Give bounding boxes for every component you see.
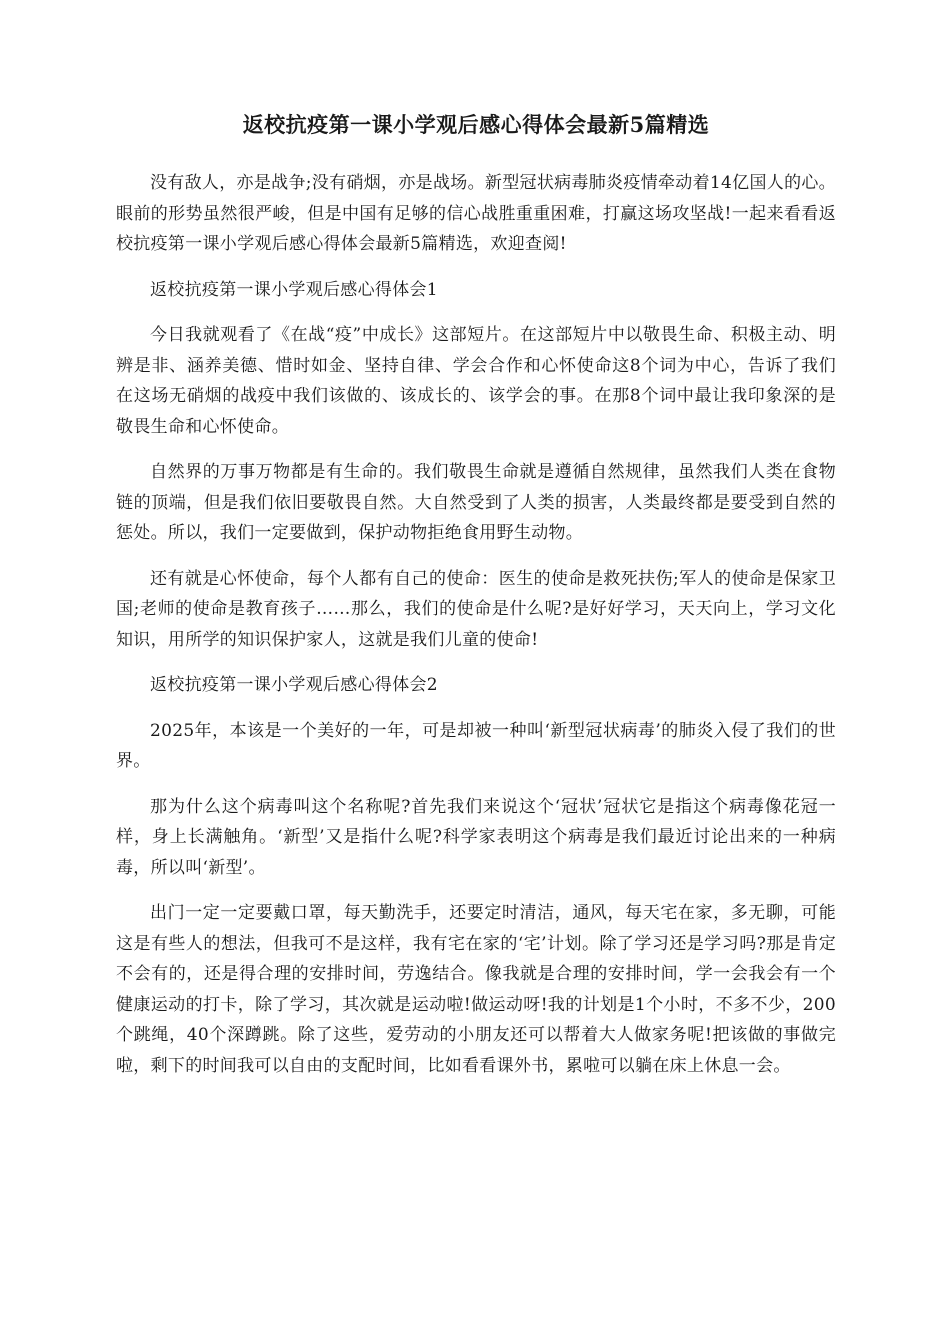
intro-paragraph: 没有敌人，亦是战争;没有硝烟，亦是战场。新型冠状病毒肺炎疫情牵动着14亿国人的心。眼前的形势虽然很严峻，但是中国有足够的信心战胜重重困难，打赢这场攻坚战!一起来看看返校抗疫第一课小学观后感心得体会最新5篇精选，欢迎查阅! — [116, 173, 836, 254]
section-1-heading: 返校抗疫第一课小学观后感心得体会1 — [150, 279, 438, 300]
document-title: 返校抗疫第一课小学观后感心得体会最新5篇精选 — [242, 112, 710, 137]
section-1-paragraph-2: 自然界的万事万物都是有生命的。我们敬畏生命就是遵循自然规律，虽然我们人类在食物链的顶端，但是我们依旧要敬畏自然。大自然受到了人类的损害，人类最终都是要受到自然的惩处。所以，我们一定要做到，保护动物拒绝食用野生动物。 — [116, 462, 836, 543]
section-1-paragraph-1: 今日我就观看了《在战“疫”中成长》这部短片。在这部短片中以敬畏生命、积极主动、明辨是非、涵养美德、惜时如金、坚持自律、学会合作和心怀使命这8个词为中心，告诉了我们在这场无硝烟的战疫中我们该做的、该成长的、该学会的事。在那8个词中最让我印象深的是敬畏生命和心怀使命。 — [116, 325, 836, 437]
section-1-paragraph-3: 还有就是心怀使命，每个人都有自己的使命：医生的使命是救死扶伤;军人的使命是保家卫国;老师的使命是教育孩子……那么，我们的使命是什么呢?是好好学习，天天向上，学习文化知识，用所学的知识保护家人，这就是我们儿童的使命! — [116, 568, 836, 650]
document-page — [116, 108, 836, 1096]
section-2-paragraph-2: 那为什么这个病毒叫这个名称呢?首先我们来说这个‘冠状’冠状它是指这个病毒像花冠一样，身上长满触角。‘新型’又是指什么呢?科学家表明这个病毒是我们最近讨论出来的一种病毒，所以叫‘新型’。 — [116, 796, 836, 878]
section-2-paragraph-1: 2025年，本该是一个美好的一年，可是却被一种叫‘新型冠状病毒’的肺炎入侵了我们的世界。 — [116, 720, 836, 771]
section-2-heading: 返校抗疫第一课小学观后感心得体会2 — [150, 675, 438, 695]
section-2-paragraph-3: 出门一定一定要戴口罩，每天勤洗手，还要定时清洁，通风，每天宅在家，多无聊，可能这是有些人的想法，但我可不是这样，我有宅在家的‘宅’计划。除了学习还是学习吗?那是肯定不会有的，还是得合理的安排时间，劳逸结合。像我就是合理的安排时间，学一会我会有一个健康运动的打卡，除了学习，其次就是运动啦!做运动呀!我的计划是1个小时，不多不少，200个跳绳，40个深蹲跳。除了这些，爱劳动的小朋友还可以帮着大人做家务呢!把该做的事做完啦，剩下的时间我可以自由的支配时间，比如看看课外书，累啦可以躺在床上休息一会。 — [116, 903, 836, 1076]
